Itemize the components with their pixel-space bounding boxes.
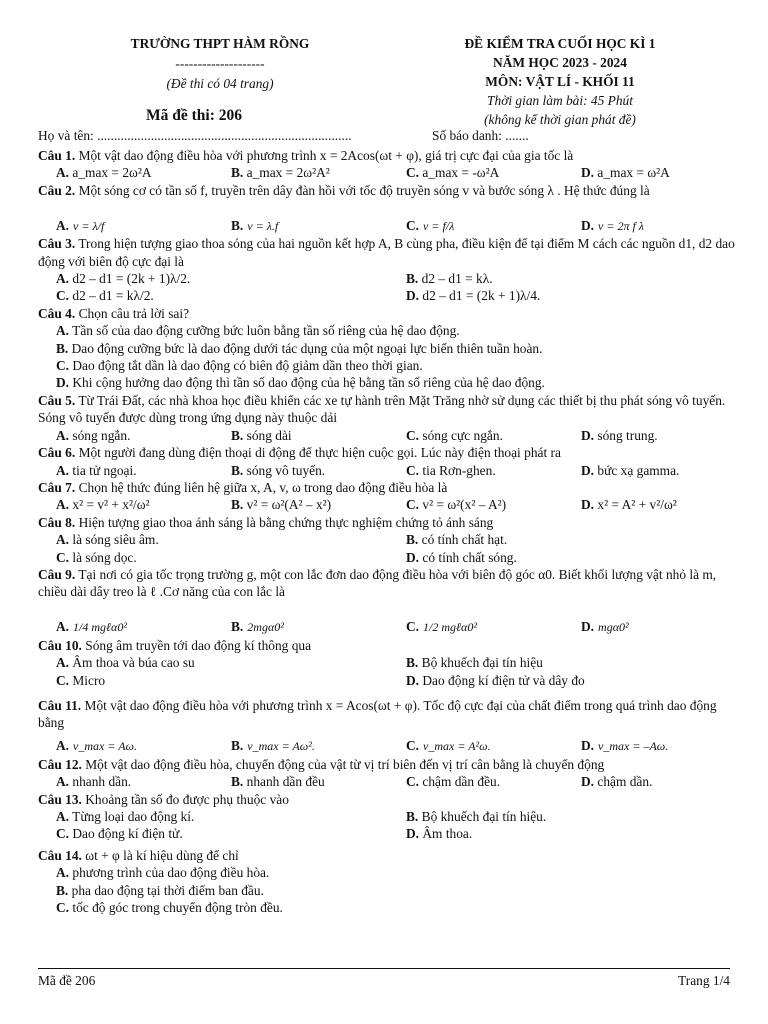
question-number: Câu 1. (38, 148, 76, 163)
option-text: sóng vô tuyến. (246, 462, 326, 478)
question-11 (38, 697, 738, 756)
option-c[interactable] (388, 164, 563, 181)
option-text: sóng dài (246, 427, 292, 443)
option-d[interactable] (388, 825, 738, 842)
option-text: mgα0² (598, 620, 629, 635)
question-text: Một người đang dùng điện thoại di động để thực hiện cuộc gọi. Lúc này điện thoại phát ra (78, 445, 561, 461)
exam-title: ĐỀ KIỂM TRA CUỐI HỌC KÌ 1 (464, 36, 656, 51)
option-text: chậm dần đều. (422, 774, 501, 790)
option-c[interactable] (38, 899, 738, 916)
option-c[interactable] (388, 427, 563, 444)
option-letter: C. (56, 826, 70, 842)
option-b[interactable] (388, 654, 738, 671)
header-separator: -------------------- (175, 56, 265, 71)
option-a[interactable] (38, 427, 213, 444)
option-d[interactable] (38, 374, 738, 391)
option-a[interactable] (38, 773, 213, 790)
question-number: Câu 13. (38, 791, 82, 807)
option-text: Khi cộng hưởng dao động thì tần số dao động của hệ bằng tần số riêng của hệ dao động. (72, 375, 545, 391)
option-d[interactable] (388, 287, 738, 304)
option-text: pha dao động tại thời điểm ban đầu. (71, 882, 264, 898)
option-letter: B. (56, 340, 69, 356)
question-text: Sóng âm truyền tới dao động kí thông qua (85, 637, 312, 653)
question-text: Tại nơi có gia tốc trọng trường g, một con lắc đơn dao động điều hòa với biên độ góc α0. Biết khối lượng vật nhỏ là m, chiều dài dây treo là ℓ .Cơ năng của con lắc là (38, 566, 717, 600)
question-10 (38, 637, 738, 689)
option-letter: D. (406, 549, 420, 565)
option-text: a_max = -ω²A (422, 165, 500, 181)
question-number: Câu 10. (38, 637, 82, 653)
option-letter: D. (406, 826, 420, 842)
option-a[interactable] (38, 808, 388, 825)
question-text: Chọn hệ thức đúng liên hệ giữa x, A, v, ω trong dao động điều hòa là (78, 479, 448, 495)
option-b[interactable] (213, 773, 388, 790)
option-letter: B. (231, 497, 244, 513)
option-text: là sóng siêu âm. (72, 532, 159, 548)
option-c[interactable] (388, 217, 563, 235)
option-c[interactable] (38, 549, 388, 566)
option-letter: C. (56, 672, 70, 688)
option-letter: A. (56, 217, 70, 233)
exam-code: Mã đề thi: 206 (146, 107, 243, 124)
option-b[interactable] (213, 496, 388, 513)
question-text: Một vật dao động điều hòa với phương trình x = 2Acos(ωt + φ), giá trị cực đại của gia tốc là (78, 148, 574, 163)
question-9 (38, 566, 738, 637)
question-text: Hiện tượng giao thoa ánh sáng là bằng chứng thực nghiệm chứng tỏ ánh sáng (78, 514, 494, 530)
option-letter: B. (231, 217, 244, 233)
option-letter: D. (581, 165, 595, 181)
option-text: Từng loại dao động kí. (72, 809, 195, 824)
option-letter: D. (581, 462, 595, 478)
option-letter: A. (56, 165, 70, 181)
option-text: v_max = –Aω. (598, 739, 669, 754)
option-c[interactable] (38, 672, 388, 689)
option-a[interactable] (38, 164, 213, 181)
option-letter: A. (56, 271, 70, 287)
option-text: v = f/λ (423, 218, 455, 233)
option-letter: D. (581, 427, 595, 443)
option-b[interactable] (213, 737, 388, 755)
option-text: Dao động tắt dần là dao động có biên độ giảm dần theo thời gian. (72, 358, 423, 374)
option-letter: D. (581, 774, 595, 790)
question-number: Câu 9. (38, 566, 76, 582)
option-letter: C. (406, 774, 420, 790)
option-text: tia tử ngoại. (72, 462, 137, 478)
option-a[interactable] (38, 737, 213, 755)
option-b[interactable] (213, 618, 388, 636)
option-letter: C. (56, 549, 70, 565)
option-c[interactable] (38, 825, 388, 842)
option-text: Micro (72, 672, 106, 688)
option-c[interactable] (388, 496, 563, 513)
page-number: Trang 1/4 (678, 973, 730, 988)
option-a[interactable] (38, 864, 738, 881)
option-b[interactable] (213, 427, 388, 444)
option-text: Dao động cưỡng bức là dao động dưới tác dụng của một ngoại lực biến thiên tuần hoàn. (71, 340, 543, 356)
options (38, 496, 738, 513)
question-number: Câu 12. (38, 756, 82, 772)
option-d[interactable] (388, 549, 738, 566)
options (38, 427, 738, 444)
option-text: 1/2 mgℓα0² (423, 620, 477, 635)
option-b[interactable] (213, 462, 388, 479)
option-letter: D. (581, 619, 595, 635)
duration-note: (không kể thời gian phát đề) (484, 112, 636, 127)
option-letter: C. (56, 900, 70, 916)
option-letter: B. (406, 271, 419, 287)
option-c[interactable] (388, 773, 563, 790)
option-text: là sóng dọc. (72, 549, 137, 565)
question-14 (38, 847, 738, 917)
option-a[interactable] (38, 618, 213, 636)
option-text: tia Rơn-ghen. (422, 462, 496, 478)
option-b[interactable] (388, 808, 738, 825)
option-letter: B. (231, 619, 244, 635)
option-b[interactable] (213, 164, 388, 181)
student-name-field[interactable]: Họ và tên: ............................................................................ (38, 128, 352, 143)
option-d[interactable] (388, 672, 738, 689)
option-letter: A. (56, 865, 70, 881)
subject: MÔN: VẬT LÍ - KHỐI 11 (485, 74, 635, 89)
option-text: v² = ω²(x² – A²) (422, 497, 507, 513)
question-number: Câu 3. (38, 236, 76, 252)
school-name: TRƯỜNG THPT HÀM RỒNG (130, 36, 310, 51)
option-text: chậm dần. (597, 774, 653, 790)
option-letter: D. (406, 288, 420, 304)
option-letter: B. (406, 655, 419, 671)
option-text: sóng trung. (597, 427, 658, 443)
option-letter: C. (406, 462, 420, 478)
option-text: Bộ khuếch đại tín hiệu (421, 655, 543, 671)
option-text: 1/4 mgℓα0² (73, 620, 127, 635)
option-d[interactable] (563, 773, 738, 790)
option-text: Âm thoa và búa cao su (72, 655, 195, 671)
option-letter: A. (56, 774, 70, 790)
question-5 (38, 392, 738, 444)
options (38, 531, 738, 566)
option-text: bức xạ gamma. (597, 462, 680, 478)
option-c[interactable] (388, 462, 563, 479)
option-text: v_max = Aω². (247, 739, 315, 754)
question-number: Câu 7. (38, 479, 76, 495)
option-text: nhanh dần đều (246, 774, 325, 790)
option-text: Tần số của dao động cưỡng bức luôn bằng tần số riêng của hệ dao động. (72, 323, 460, 339)
option-letter: C. (406, 738, 420, 754)
option-text: d2 – d1 = (2k + 1)λ/4. (422, 288, 541, 304)
option-text: d2 – d1 = (2k + 1)λ/2. (72, 271, 191, 287)
question-text: Một vật dao động điều hòa với phương trình x = Acos(ωt + φ). Tốc độ cực đại của chất điểm trong quá trình dao động bằng (38, 697, 717, 731)
option-text: 2mgα0² (247, 620, 284, 635)
option-letter: C. (406, 497, 420, 513)
option-letter: C. (406, 427, 420, 443)
option-letter: D. (581, 217, 595, 233)
option-letter: C. (406, 217, 420, 233)
option-text: nhanh dần. (72, 774, 132, 790)
option-letter: A. (56, 427, 70, 443)
option-text: sóng ngắn. (72, 427, 131, 443)
options (38, 654, 738, 689)
option-text: v_max = A²ω. (423, 739, 491, 754)
option-a[interactable] (38, 531, 388, 548)
school-year: NĂM HỌC 2023 - 2024 (493, 55, 627, 70)
option-letter: C. (406, 165, 420, 181)
option-letter: D. (56, 375, 70, 391)
question-13 (38, 791, 738, 843)
option-letter: B. (406, 532, 419, 548)
option-text: v = λ.f (247, 218, 279, 233)
option-d[interactable] (563, 462, 738, 479)
option-letter: B. (231, 462, 244, 478)
question-number: Câu 14. (38, 847, 82, 863)
option-a[interactable] (38, 654, 388, 671)
option-a[interactable] (38, 462, 213, 479)
option-text: a_max = 2ω²A (72, 165, 152, 181)
options (38, 462, 738, 479)
option-d[interactable] (563, 737, 738, 755)
option-text: v² = ω²(A² – x²) (246, 497, 332, 513)
option-text: có tính chất hạt. (421, 532, 508, 548)
student-id-field[interactable]: Số báo danh: ....... (432, 128, 529, 143)
option-a[interactable] (38, 217, 213, 235)
option-c[interactable] (38, 287, 388, 304)
page-footer (38, 968, 730, 988)
options (38, 322, 738, 392)
option-letter: B. (231, 774, 244, 790)
option-letter: A. (56, 738, 70, 754)
option-text: sóng cực ngắn. (422, 427, 503, 443)
option-d[interactable] (563, 496, 738, 513)
option-text: tốc độ góc trong chuyển động tròn đều. (72, 900, 283, 916)
options (38, 270, 738, 305)
option-c[interactable] (388, 618, 563, 636)
duration: Thời gian làm bài: 45 Phút (487, 93, 633, 108)
option-text: v_max = Aω. (73, 739, 138, 754)
option-text: có tính chất sóng. (422, 549, 517, 565)
option-letter: A. (56, 809, 70, 824)
option-b[interactable] (213, 217, 388, 235)
option-letter: A. (56, 619, 70, 635)
option-text: x² = v² + x²/ω² (72, 497, 150, 513)
option-letter: C. (56, 288, 70, 304)
question-text: Một vật dao động điều hòa, chuyển động của vật từ vị trí biên đến vị trí cân bằng là chuyển động (85, 756, 605, 772)
option-d[interactable] (563, 217, 738, 235)
question-text: Một sóng cơ có tần số f, truyền trên dây đàn hồi với tốc độ truyền sóng v và bước sóng λ . Hệ thức đúng là (78, 182, 650, 198)
question-text: Khoảng tần số đo được phụ thuộc vào (85, 791, 289, 807)
option-letter: A. (56, 323, 70, 339)
option-letter: B. (406, 809, 419, 824)
option-letter: B. (231, 427, 244, 443)
options (38, 864, 738, 916)
options (38, 199, 738, 235)
option-letter: A. (56, 497, 70, 513)
option-c[interactable] (388, 737, 563, 755)
option-text: v = 2π f λ (598, 218, 644, 233)
option-letter: A. (56, 532, 70, 548)
question-4 (38, 305, 738, 392)
option-text: v = λ/f (73, 218, 105, 233)
question-list (38, 147, 738, 916)
header-left (60, 34, 380, 94)
option-text: d2 – d1 = kλ. (421, 271, 493, 287)
question-12 (38, 756, 738, 791)
option-letter: C. (56, 358, 70, 374)
question-text: Chọn câu trả lời sai? (78, 305, 190, 321)
option-d[interactable] (563, 618, 738, 636)
question-number: Câu 6. (38, 445, 76, 461)
option-text: Bộ khuếch đại tín hiệu. (421, 809, 547, 824)
option-text: Dao động kí điện tử. (72, 826, 183, 842)
option-letter: B. (231, 738, 244, 754)
option-c[interactable] (38, 357, 738, 374)
option-d[interactable] (563, 427, 738, 444)
option-letter: D. (406, 672, 420, 688)
options (38, 808, 738, 843)
options (38, 732, 738, 756)
option-b[interactable] (38, 340, 738, 357)
question-text: Từ Trái Đất, các nhà khoa học điều khiển các xe tự hành trên Mặt Trăng nhờ sử dụng các thiết bị thu phát sóng vô tuyến. Sóng vô tuyến được dùng trong ứng dụng này thuộc dải (38, 392, 726, 426)
option-a[interactable] (38, 496, 213, 513)
question-number: Câu 4. (38, 305, 76, 321)
options (38, 601, 738, 637)
question-number: Câu 5. (38, 392, 76, 408)
question-6 (38, 444, 738, 479)
options (38, 773, 738, 790)
option-d[interactable] (563, 164, 738, 181)
option-a[interactable] (38, 270, 388, 287)
question-number: Câu 8. (38, 514, 76, 530)
option-b[interactable] (38, 882, 738, 899)
question-3 (38, 235, 738, 305)
option-a[interactable] (38, 322, 738, 339)
question-2 (38, 182, 738, 235)
option-letter: D. (581, 738, 595, 754)
question-number: Câu 11. (38, 697, 82, 713)
option-letter: C. (406, 619, 420, 635)
question-1 (38, 147, 738, 182)
option-b[interactable] (388, 531, 738, 548)
option-text: a_max = 2ω²A² (246, 165, 330, 181)
option-text: a_max = ω²A (597, 165, 670, 181)
option-letter: A. (56, 655, 70, 671)
option-letter: B. (56, 882, 69, 898)
option-text: phương trình của dao động điều hòa. (72, 865, 270, 881)
options (38, 164, 738, 181)
question-7 (38, 479, 738, 514)
option-text: Dao động kí điện tử và dây đo (422, 672, 585, 688)
option-text: x² = A² + v²/ω² (597, 497, 677, 513)
option-text: Âm thoa. (422, 826, 473, 842)
option-letter: D. (581, 497, 595, 513)
question-text: Trong hiện tượng giao thoa sóng của hai nguồn kết hợp A, B cùng pha, điều kiện để tại điểm M cách các nguồn d1, d2 dao động với biên độ cực đại là (38, 236, 735, 269)
option-b[interactable] (388, 270, 738, 287)
option-letter: B. (231, 165, 244, 181)
question-number: Câu 2. (38, 182, 76, 198)
footer-exam-code: Mã đề 206 (38, 973, 96, 988)
option-text: d2 – d1 = kλ/2. (72, 288, 154, 304)
pages-note: (Đề thi có 04 trang) (166, 76, 274, 91)
option-letter: A. (56, 462, 70, 478)
student-info (38, 128, 738, 146)
question-text: ωt + φ là kí hiệu dùng để chỉ (85, 847, 239, 863)
question-8 (38, 514, 738, 566)
header-right (400, 34, 720, 129)
